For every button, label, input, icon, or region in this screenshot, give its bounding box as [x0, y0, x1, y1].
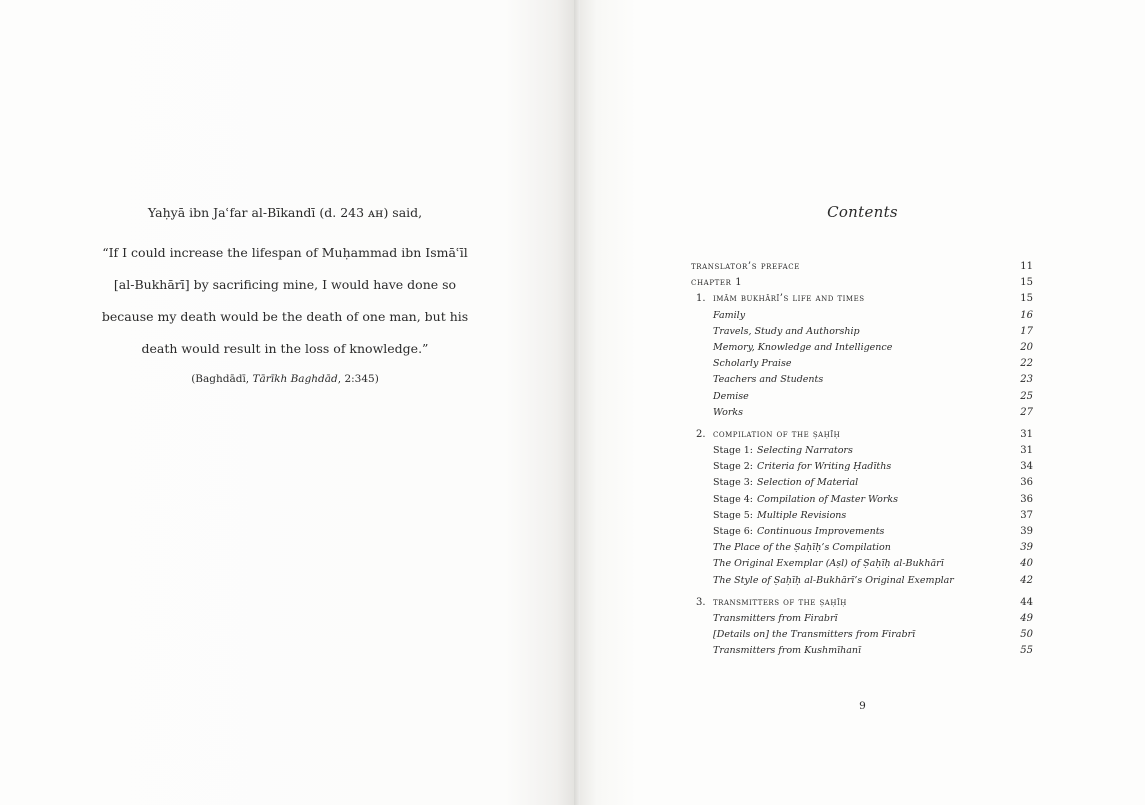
- toc-page-number: 31: [1020, 445, 1033, 457]
- toc-page-number: 23: [1020, 374, 1033, 386]
- toc-stage-entry[interactable]: [691, 475, 1033, 491]
- toc-stage-label: Stage 3:: [713, 477, 753, 489]
- epigraph-attribution: Yaḥyā ibn Jaʿfar al-Bīkandī (d. 243 ᴀʜ) said,: [147, 205, 423, 220]
- toc-subentry-label: Memory, Knowledge and Intelligence: [713, 341, 893, 353]
- toc-page-number: 36: [1020, 493, 1033, 505]
- toc-subentry[interactable]: [691, 324, 1033, 340]
- toc-subentry-label: Family: [713, 309, 746, 321]
- toc-subentry-label: Demise: [713, 390, 749, 402]
- toc-section-1[interactable]: [691, 291, 1033, 307]
- toc-subentry-label: The Original Exemplar (Aṣl) of Ṣaḥīḥ al-Bukhārī: [713, 558, 944, 570]
- toc-subentry[interactable]: [691, 405, 1033, 421]
- toc-subentry[interactable]: [691, 340, 1033, 356]
- toc-page-number: 50: [1020, 629, 1033, 641]
- toc-subentry[interactable]: [691, 308, 1033, 324]
- toc-page-number: 55: [1020, 645, 1033, 657]
- quote-line: “If I could increase the lifespan of Muḥammad ibn Ismāʿīl: [102, 245, 468, 260]
- toc-subentry[interactable]: [691, 627, 1033, 643]
- toc-stage-entry[interactable]: [691, 492, 1033, 508]
- toc-entry-chapter[interactable]: [691, 275, 1033, 291]
- toc-page-number: 39: [1020, 542, 1033, 554]
- toc-page-number: 49: [1020, 612, 1033, 624]
- toc-stage-entry[interactable]: [691, 524, 1033, 540]
- toc-page-number: 44: [1020, 596, 1033, 608]
- page-number: 9: [859, 700, 866, 712]
- toc-subentry[interactable]: [691, 389, 1033, 405]
- toc-stage-entry[interactable]: [691, 508, 1033, 524]
- toc-stage-entry[interactable]: [691, 459, 1033, 475]
- toc-entry-preface[interactable]: [691, 259, 1033, 275]
- epigraph-citation: [0, 373, 570, 385]
- toc-stage-label: Stage 6:: [713, 526, 753, 537]
- toc-page-number: 39: [1020, 526, 1033, 537]
- toc-stage-label: Stage 2:: [713, 461, 753, 473]
- quote-line: [al-Bukhārī] by sacrificing mine, I would have done so: [113, 277, 457, 292]
- citation-suffix: , 2:345): [337, 373, 379, 385]
- toc-page-number: 16: [1020, 309, 1033, 321]
- toc-subentry-label: Scholarly Praise: [713, 358, 792, 370]
- toc-entry-label: chapter 1: [691, 277, 743, 289]
- toc-section-label: imām bukhārī’s life and times: [713, 293, 865, 305]
- toc-section-number: 3.: [696, 596, 706, 608]
- toc-subentry-label: Transmitters from Kushmīhanī: [713, 645, 862, 657]
- toc-page-number: 31: [1020, 428, 1033, 440]
- epigraph-quote: [0, 243, 570, 371]
- toc-subentry-label: Transmitters from Firabrī: [713, 612, 838, 624]
- toc-page-number: 40: [1020, 558, 1033, 570]
- toc-page-number: 27: [1020, 406, 1033, 418]
- toc-section-3[interactable]: [691, 595, 1033, 611]
- toc-page-number: 34: [1020, 461, 1033, 473]
- contents-title: Contents: [827, 203, 898, 221]
- toc-stage-title: Continuous Improvements: [756, 526, 885, 537]
- toc-page-number: 36: [1020, 477, 1033, 489]
- quote-line: because my death would be the death of one man, but his: [101, 309, 469, 324]
- toc-stage-title: Selection of Material: [756, 477, 859, 489]
- toc-stage-entry[interactable]: [691, 443, 1033, 459]
- toc-section-label: compilation of the ṣaḥīḥ: [713, 428, 841, 440]
- toc-subentry[interactable]: [691, 611, 1033, 627]
- toc-subentry[interactable]: [691, 556, 1033, 572]
- citation-prefix: (Baghdādī,: [191, 373, 253, 385]
- toc-section-number: 1.: [696, 293, 706, 305]
- toc-subentry[interactable]: [691, 372, 1033, 388]
- toc-page-number: 17: [1020, 325, 1033, 337]
- toc-stage-label: Stage 4:: [713, 493, 753, 505]
- toc-subentry-label: The Place of the Ṣaḥīḥ’s Compilation: [713, 542, 891, 554]
- toc-stage-title: Criteria for Writing Ḥadīths: [756, 461, 892, 473]
- toc-page-number: 37: [1020, 509, 1033, 521]
- toc-page-number: 25: [1020, 390, 1033, 402]
- toc-stage-label: Stage 5:: [713, 509, 753, 521]
- toc-section-2[interactable]: [691, 427, 1033, 443]
- toc-subentry-label: Teachers and Students: [713, 374, 824, 386]
- toc-subentry-label: Travels, Study and Authorship: [713, 325, 860, 337]
- toc-stage-title: Multiple Revisions: [756, 509, 847, 521]
- toc-subentry-label: The Style of Ṣaḥīḥ al-Bukhārī’s Original Exemplar: [713, 574, 954, 586]
- citation-work: Tārīkh Baghdād: [252, 373, 338, 385]
- quote-line: death would result in the loss of knowledge.”: [141, 341, 429, 356]
- toc-page-number: 15: [1020, 277, 1033, 289]
- toc-section-number: 2.: [696, 428, 706, 440]
- table-of-contents: [691, 259, 1033, 660]
- toc-entry-label: translator’s preface: [691, 261, 800, 272]
- toc-page-number: 11: [1020, 261, 1033, 272]
- toc-page-number: 20: [1020, 341, 1033, 353]
- toc-subentry[interactable]: [691, 540, 1033, 556]
- toc-subentry[interactable]: [691, 356, 1033, 372]
- toc-subentry-label: Works: [713, 406, 744, 418]
- toc-sections: [691, 291, 1033, 659]
- toc-page-number: 15: [1020, 293, 1033, 305]
- toc-stage-title: Selecting Narrators: [756, 445, 853, 457]
- toc-subentry-label: [Details on] the Transmitters from Firabrī: [713, 629, 916, 641]
- toc-stage-title: Compilation of Master Works: [756, 493, 899, 505]
- toc-page-number: 42: [1020, 574, 1033, 586]
- toc-subentry[interactable]: [691, 573, 1033, 589]
- toc-stage-label: Stage 1:: [713, 445, 753, 457]
- toc-page-number: 22: [1020, 358, 1033, 370]
- toc-subentry[interactable]: [691, 643, 1033, 659]
- toc-section-label: transmitters of the ṣaḥīḥ: [713, 596, 847, 608]
